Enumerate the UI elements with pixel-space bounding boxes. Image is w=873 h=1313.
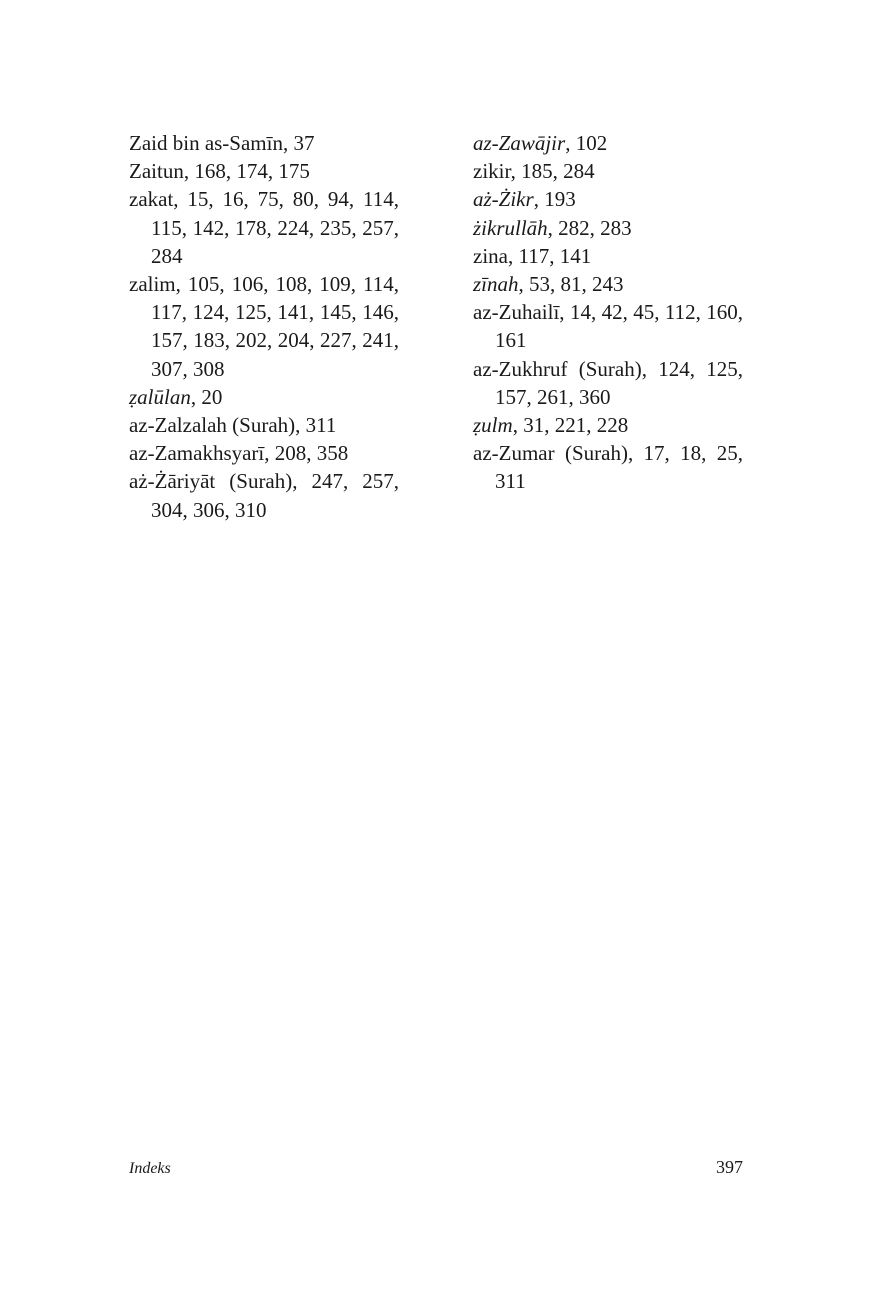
index-term: zīnah [473,272,519,297]
index-entry [129,129,399,157]
index-term: az-Zalzalah (Surah) [129,413,296,438]
index-term: az-Zamakhsyarī [129,441,265,466]
index-pages: , 311 [295,413,337,438]
index-entry [129,411,399,439]
index-column-right [473,129,743,496]
index-entry [473,298,743,354]
index-pages: , 15, 16, 75, 80, 94, 114, 115, 142, 178, 224, 235, 257, 284 [151,187,399,268]
index-pages: , 193 [533,187,576,212]
index-term: zalim [129,272,176,297]
index-entry [473,214,743,242]
index-pages: , 124, 125, 157, 261, 360 [495,356,743,409]
index-entry [473,157,743,185]
index-term: zikir [473,159,511,184]
index-term: Zaitun [129,159,184,184]
index-term: żikrullāh [473,215,548,240]
index-pages: , 102 [565,131,608,155]
index-column-left [129,129,399,524]
index-pages: , 117, 141 [507,243,592,268]
index-term: ẓulm [473,413,513,438]
index-term: az-Zawājir [473,131,566,155]
index-pages: , 168, 174, 175 [183,159,310,184]
index-entry [473,270,743,298]
page-number: 397 [716,1157,743,1177]
index-entry [473,411,743,439]
index-entry [129,439,399,467]
index-pages: , 208, 358 [264,441,349,466]
running-footer-section: Indeks [129,1160,171,1177]
index-pages: , 31, 221, 228 [512,413,629,438]
index-entry [129,383,399,411]
index-term: ẓalūlan [129,384,191,409]
index-pages: , 14, 42, 45, 112, 160, 161 [495,300,743,353]
index-term: zina [473,243,508,268]
index-pages: , 37 [282,131,315,155]
index-entry [473,439,743,495]
index-entry [129,270,399,383]
index-term: Zaid bin as-Samīn [129,131,283,155]
index-entry [129,185,399,270]
index-term: zakat [129,187,174,212]
index-term: aż-Żāriyāt (Surah) [129,469,293,494]
index-pages: , 20 [190,384,223,409]
index-entry [129,467,399,523]
index-pages: , 105, 106, 108, 109, 114, 117, 124, 125, 141, 145, 146, 157, 183, 202, 204, 227, 241, 307, 308 [151,272,399,381]
index-pages: , 247, 257, 304, 306, 310 [151,469,399,522]
index-term: aż-Żikr [473,187,534,212]
index-pages: , 185, 284 [510,159,595,184]
index-pages: , 17, 18, 25, 311 [495,441,744,494]
index-entry [473,185,743,213]
index-pages: , 53, 81, 243 [518,272,624,297]
index-entry [129,157,399,185]
index-entry [473,242,743,270]
index-term: az-Zuhailī [473,300,560,325]
index-entry [473,129,743,157]
index-term: az-Zukhruf (Surah) [473,356,642,381]
index-entry [473,355,743,411]
index-term: az-Zumar (Surah) [473,441,628,466]
index-pages: , 282, 283 [547,215,632,240]
